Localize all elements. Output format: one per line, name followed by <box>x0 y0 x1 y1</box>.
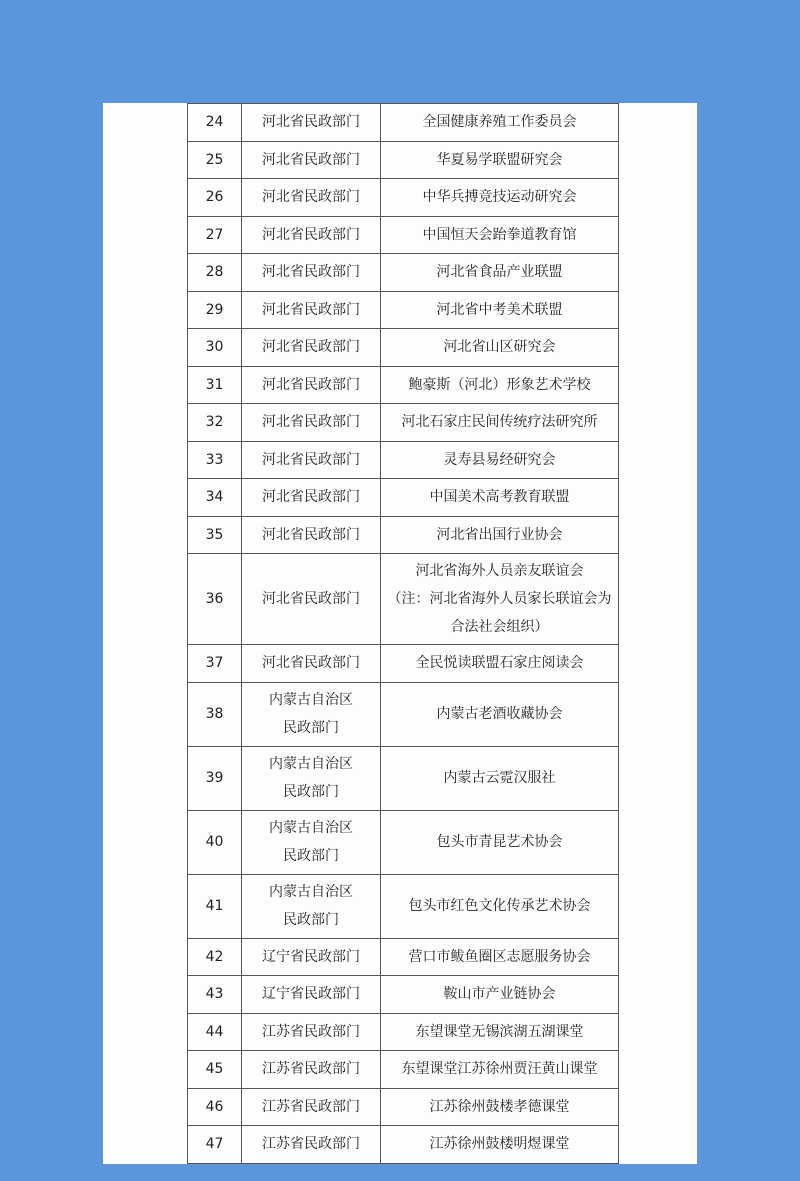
department-text: 民政部门 <box>283 720 339 736</box>
organization-name-text: 江苏徐州鼓楼孝德课堂 <box>429 1098 570 1115</box>
organization-name-text: 合法社会组织） <box>450 619 549 635</box>
table-row <box>188 746 619 810</box>
organization-name-cell <box>381 141 619 179</box>
department-text: 辽宁省民政部门 <box>262 986 360 1003</box>
organization-name-text: 河北省山区研究会 <box>443 339 556 356</box>
table-row <box>188 254 619 292</box>
department-cell <box>242 366 381 404</box>
row-number-cell: 34 <box>188 479 242 517</box>
department-cell <box>242 441 381 479</box>
table-row <box>188 216 619 254</box>
department-text: 河北省民政部门 <box>262 591 360 607</box>
row-number-cell: 32 <box>188 404 242 442</box>
department-text: 江苏省民政部门 <box>262 1136 360 1153</box>
organization-name-cell <box>381 104 619 142</box>
department-cell <box>242 874 381 938</box>
organization-name-cell <box>381 874 619 938</box>
table-row <box>188 1126 619 1164</box>
organization-name-text: 全民悦读联盟石家庄阅读会 <box>415 655 584 672</box>
organization-name-text: 营口市鲅鱼圈区志愿服务协会 <box>408 948 591 965</box>
organization-name-text: 河北省海外人员亲友联谊会 <box>415 563 584 579</box>
department-text: 民政部门 <box>283 848 339 864</box>
organization-name-cell <box>381 1051 619 1089</box>
organization-name-cell <box>381 1126 619 1164</box>
table-row <box>188 179 619 217</box>
organization-name-cell <box>381 329 619 367</box>
table-row <box>188 479 619 517</box>
organization-name-cell <box>381 479 619 517</box>
row-number-cell: 37 <box>188 645 242 683</box>
table-row <box>188 874 619 938</box>
table-row <box>188 1013 619 1051</box>
organization-name-cell <box>381 179 619 217</box>
row-number-cell: 35 <box>188 516 242 554</box>
organization-name-text: 包头市青昆艺术协会 <box>436 834 563 850</box>
organization-name-text: 内蒙古老酒收藏协会 <box>436 706 563 722</box>
table-row <box>188 516 619 554</box>
organization-name-cell <box>381 516 619 554</box>
department-cell <box>242 746 381 810</box>
organization-name-cell <box>381 404 619 442</box>
department-cell <box>242 179 381 217</box>
department-text: 内蒙古自治区 <box>269 692 353 708</box>
row-number-cell: 43 <box>188 976 242 1014</box>
organization-table <box>187 103 619 1164</box>
table-row <box>188 366 619 404</box>
department-text: 河北省民政部门 <box>262 489 360 506</box>
row-number-cell: 30 <box>188 329 242 367</box>
organization-name-text: （注：河北省海外人员家长联谊会为 <box>387 591 612 607</box>
row-number-cell: 25 <box>188 141 242 179</box>
organization-name-cell <box>381 1013 619 1051</box>
table-row <box>188 1088 619 1126</box>
row-number-cell: 39 <box>188 746 242 810</box>
department-cell <box>242 645 381 683</box>
department-cell <box>242 1126 381 1164</box>
table-row <box>188 141 619 179</box>
department-text: 河北省民政部门 <box>262 189 360 206</box>
table-row <box>188 976 619 1014</box>
organization-name-text: 全国健康养殖工作委员会 <box>422 114 577 131</box>
organization-name-cell <box>381 366 619 404</box>
department-text: 河北省民政部门 <box>262 339 360 356</box>
row-number-cell: 38 <box>188 682 242 746</box>
table-row <box>188 645 619 683</box>
organization-name-cell <box>381 682 619 746</box>
table-row <box>188 682 619 746</box>
table-row <box>188 554 619 645</box>
row-number-cell: 33 <box>188 441 242 479</box>
row-number-cell: 41 <box>188 874 242 938</box>
department-text: 辽宁省民政部门 <box>262 948 360 965</box>
table-row <box>188 404 619 442</box>
department-cell <box>242 554 381 645</box>
department-text: 河北省民政部门 <box>262 451 360 468</box>
organization-name-text: 包头市红色文化传承艺术协会 <box>408 898 591 914</box>
department-cell <box>242 329 381 367</box>
organization-name-cell <box>381 746 619 810</box>
department-text: 河北省民政部门 <box>262 226 360 243</box>
organization-name-text: 中华兵搏竞技运动研究会 <box>422 189 577 206</box>
department-text: 内蒙古自治区 <box>269 820 353 836</box>
table-body <box>188 104 619 1164</box>
organization-name-text: 中国美术高考教育联盟 <box>429 489 570 506</box>
department-text: 河北省民政部门 <box>262 264 360 281</box>
department-cell <box>242 254 381 292</box>
table-row <box>188 938 619 976</box>
table-row <box>188 1051 619 1089</box>
department-text: 河北省民政部门 <box>262 414 360 431</box>
table-row <box>188 291 619 329</box>
organization-name-cell <box>381 810 619 874</box>
row-number-cell: 45 <box>188 1051 242 1089</box>
organization-name-cell <box>381 645 619 683</box>
department-text: 江苏省民政部门 <box>262 1023 360 1040</box>
department-cell <box>242 216 381 254</box>
organization-name-text: 鲍豪斯（河北）形象艺术学校 <box>408 376 591 393</box>
organization-name-cell <box>381 554 619 645</box>
table-row <box>188 329 619 367</box>
organization-name-cell <box>381 938 619 976</box>
department-text: 河北省民政部门 <box>262 151 360 168</box>
department-cell <box>242 291 381 329</box>
department-cell <box>242 141 381 179</box>
organization-name-cell <box>381 441 619 479</box>
organization-name-text: 河北石家庄民间传统疗法研究所 <box>401 414 598 431</box>
department-cell <box>242 976 381 1014</box>
table-row <box>188 441 619 479</box>
row-number-cell: 24 <box>188 104 242 142</box>
organization-name-cell <box>381 291 619 329</box>
department-text: 河北省民政部门 <box>262 301 360 318</box>
row-number-cell: 46 <box>188 1088 242 1126</box>
department-cell <box>242 516 381 554</box>
department-text: 江苏省民政部门 <box>262 1061 360 1078</box>
department-cell <box>242 1088 381 1126</box>
department-cell <box>242 810 381 874</box>
organization-name-cell <box>381 976 619 1014</box>
row-number-cell: 29 <box>188 291 242 329</box>
department-cell <box>242 682 381 746</box>
department-cell <box>242 104 381 142</box>
organization-name-text: 内蒙古云霓汉服社 <box>443 770 556 786</box>
row-number-cell: 40 <box>188 810 242 874</box>
organization-name-text: 江苏徐州鼓楼明煜课堂 <box>429 1136 570 1153</box>
organization-name-text: 中国恒天会跆拳道教育馆 <box>422 226 577 243</box>
organization-name-cell <box>381 1088 619 1126</box>
department-text: 民政部门 <box>283 784 339 800</box>
row-number-cell: 26 <box>188 179 242 217</box>
department-text: 内蒙古自治区 <box>269 884 353 900</box>
organization-name-text: 华夏易学联盟研究会 <box>436 151 563 168</box>
department-text: 江苏省民政部门 <box>262 1098 360 1115</box>
organization-name-text: 河北省出国行业协会 <box>436 526 563 543</box>
department-cell <box>242 1051 381 1089</box>
row-number-cell: 42 <box>188 938 242 976</box>
department-text: 内蒙古自治区 <box>269 756 353 772</box>
row-number-cell: 36 <box>188 554 242 645</box>
department-text: 河北省民政部门 <box>262 526 360 543</box>
table-row <box>188 104 619 142</box>
organization-name-cell <box>381 216 619 254</box>
department-text: 民政部门 <box>283 912 339 928</box>
department-text: 河北省民政部门 <box>262 655 360 672</box>
organization-name-text: 灵寿县易经研究会 <box>443 451 556 468</box>
row-number-cell: 27 <box>188 216 242 254</box>
department-text: 河北省民政部门 <box>262 376 360 393</box>
organization-name-text: 河北省中考美术联盟 <box>436 301 563 318</box>
department-text: 河北省民政部门 <box>262 114 360 131</box>
table-row <box>188 810 619 874</box>
department-cell <box>242 1013 381 1051</box>
row-number-cell: 31 <box>188 366 242 404</box>
department-cell <box>242 479 381 517</box>
row-number-cell: 28 <box>188 254 242 292</box>
organization-name-text: 河北省食品产业联盟 <box>436 264 563 281</box>
row-number-cell: 47 <box>188 1126 242 1164</box>
organization-name-text: 东望课堂江苏徐州贾汪黄山课堂 <box>401 1061 598 1078</box>
row-number-cell: 44 <box>188 1013 242 1051</box>
organization-name-text: 东望课堂无锡滨湖五湖课堂 <box>415 1023 584 1040</box>
organization-name-cell <box>381 254 619 292</box>
department-cell <box>242 404 381 442</box>
organization-name-text: 鞍山市产业链协会 <box>443 986 556 1003</box>
department-cell <box>242 938 381 976</box>
